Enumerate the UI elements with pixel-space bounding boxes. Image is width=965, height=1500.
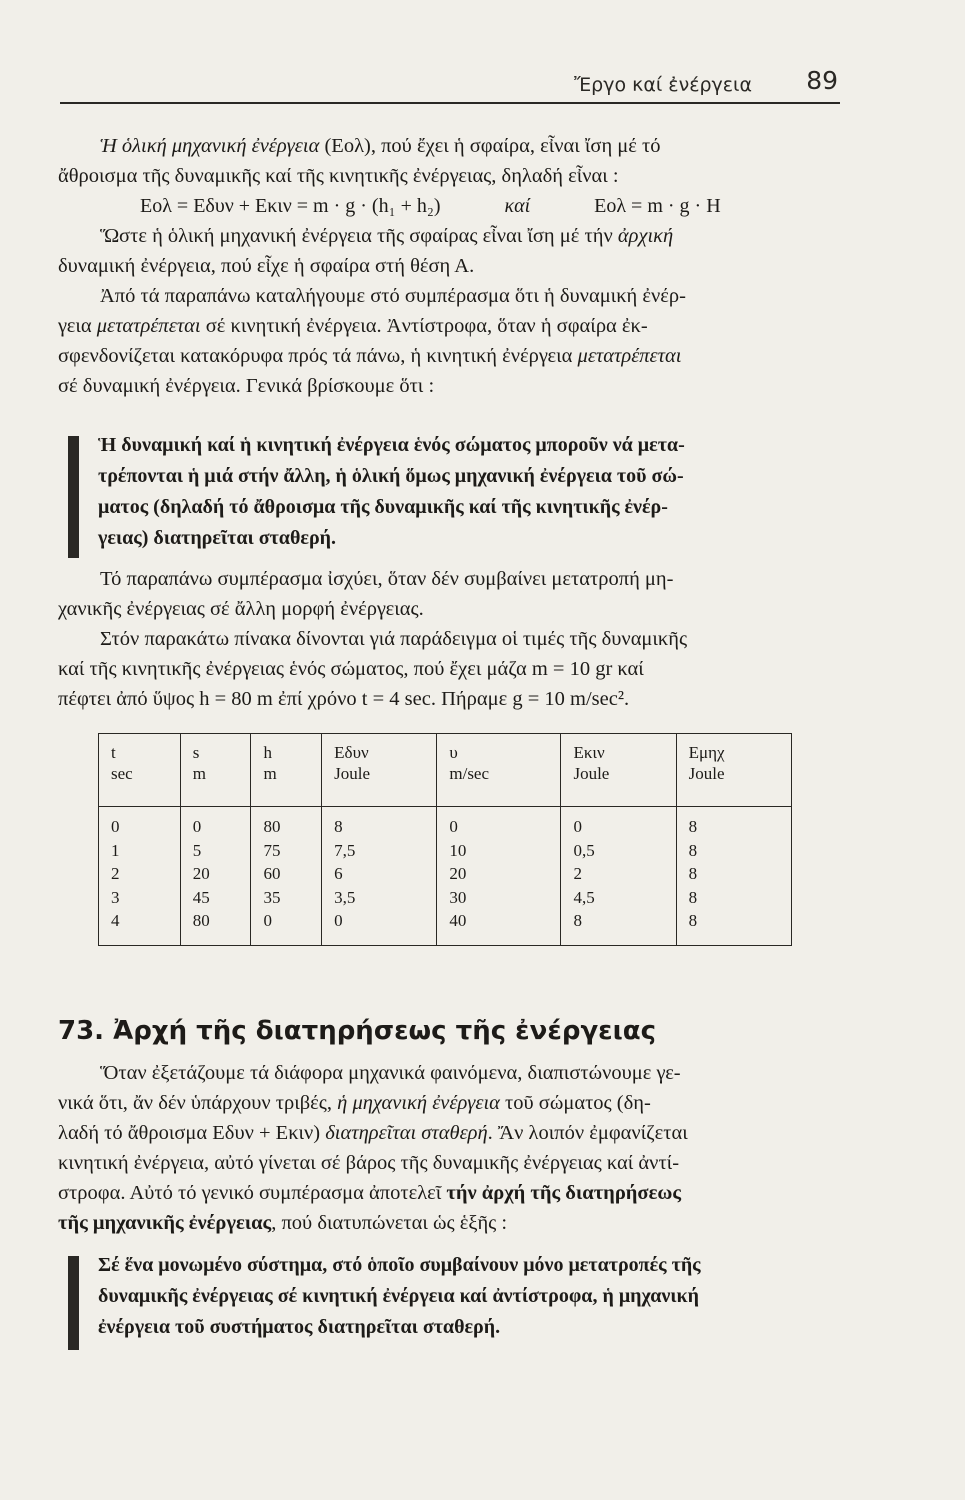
- intro-paragraph: [58, 131, 848, 401]
- page-number: 89: [806, 66, 838, 95]
- table-intro-paragraph: Τό παραπάνω συμπέρασμα ἰσχύει, ὅταν δέν συμβαίνει μετατροπή μη- χανικῆς ἐνέργειας σέ ἄλλη μορφή ἐνέργειας. Στόν παρακάτω πίνακα δίνονται γιά παράδειγμα οἱ τιμές τῆς δυναμικῆς καί τῆς κινητικῆς ἐνέργειας ἑνός σώματος, πού ἔχει μάζα m = 10 gr καί πέφτει ἀπό ὕψος h = 80 m ἐπί χρόνο t = 4 sec. Πήραμε g = 10 m/sec².: [58, 568, 688, 710]
- intro-line-7: σφενδονίζεται κατακόρυφα πρός τά πάνω, ἡ κινητική ἐνέργεια μετατρέπεται: [58, 345, 682, 367]
- conservation-statement: Σέ ἕνα μονωμένο σύστημα, στό ὁποῖο συμβαίνουν μόνο μετατροπές τῆς δυναμικῆς ἐνέργειας σέ κινητική ἐνέργεια καί ἀντίστροφα, ἡ μηχανική ἐνέργεια τοῦ συστήματος διατηρεῖται σταθερή.: [98, 1254, 701, 1338]
- kinetic-energy-values: 0 0,5 2 4,5 8: [561, 807, 676, 946]
- mechanical-energy-values: 8 8 8 8 8: [676, 807, 791, 946]
- header-distance: s m: [180, 734, 251, 807]
- intro-line-4: δυναμική ἐνέργεια, πού εἶχε ἡ σφαίρα στή θέση Α.: [58, 255, 475, 277]
- rule-statement: Ἡ δυναμική καί ἡ κινητική ἐνέργεια ἑνός σώματος μποροῦν νά μετα- τρέπονται ἡ μιά στήν ἄλλη, ἡ ὁλική ὅμως μηχανική ἐνέργεια τοῦ σώ- ματος (δηλαδή τό ἄθροισμα τῆς δυναμικῆς καί τῆς κινητικῆς ἐνέρ- γειας) διατηρεῖται σταθερή.: [98, 434, 685, 549]
- header-potential-energy: Eδυν Joule: [322, 734, 437, 807]
- header-height: h m: [251, 734, 322, 807]
- conservation-rule-box: [68, 1250, 853, 1350]
- section-heading: 73. Ἀρχή τῆς διατηρήσεως τῆς ἐνέργειας: [58, 1016, 657, 1046]
- section-paragraph: Ὅταν ἐξετάζουμε τά διάφορα μηχανικά φαινόμενα, διαπιστώνουμε γε- νικά ὅτι, ἄν δέν ὑπάρχουν τριβές, ἡ μηχανική ἐνέργεια τοῦ σώματος (δη- λαδή τό ἄθροισμα Eδυν + Eκιν) διατηρεῖται σταθερή. Ἄν λοιπόν ἐμφανίζεται κινητική ἐνέργεια, αὐτό γίνεται σέ βάρος τῆς δυναμικῆς ἐνέργειας καί ἀντί- στροφα. Αὐτό τό γενικό συμπέρασμα ἀποτελεῖ τήν ἀρχή τῆς διατηρήσεως τῆς μηχανικῆς ἐνέργειας, πού διατυπώνεται ὡς ἑξῆς :: [58, 1062, 688, 1234]
- height-values: 80 75 60 35 0: [251, 807, 322, 946]
- energy-rule-box: [68, 430, 853, 560]
- table-values-row: [99, 807, 792, 946]
- intro-line-8: σέ δυναμική ἐνέργεια. Γενικά βρίσκουμε ὅτι :: [58, 375, 435, 397]
- intro-line-2: ἄθροισμα τῆς δυναμικῆς καί τῆς κινητικῆς ἐνέργειας, δηλαδή εἶναι :: [58, 165, 619, 187]
- intro-line-6: γεια μετατρέπεται σέ κινητική ἐνέργεια. Ἀντίστροφα, ὅταν ἡ σφαίρα ἐκ-: [58, 315, 648, 337]
- intro-line-1: Ἡ ὁλική μηχανική ἐνέργεια (Eολ), πού ἔχει ἡ σφαίρα, εἶναι ἴση μέ τό: [100, 135, 661, 157]
- time-values: 0 1 2 3 4: [99, 807, 181, 946]
- energy-values-table: [98, 733, 792, 946]
- potential-energy-values: 8 7,5 6 3,5 0: [322, 807, 437, 946]
- table-header-row: [99, 734, 792, 807]
- intro-line-5: Ἀπό τά παραπάνω καταλήγουμε στό συμπέρασμα ὅτι ἡ δυναμική ἐνέρ-: [100, 285, 686, 307]
- header-mechanical-energy: Eμηχ Joule: [676, 734, 791, 807]
- term-total-energy: Ἡ ὁλική μηχανική ἐνέργεια: [100, 135, 320, 157]
- running-header: [60, 62, 840, 104]
- header-kinetic-energy: Eκιν Joule: [561, 734, 676, 807]
- header-velocity: υ m/sec: [437, 734, 561, 807]
- intro-line-3: Ὥστε ἡ ὁλική μηχανική ἐνέργεια τῆς σφαίρας εἶναι ἴση μέ τήν ἀρχική: [100, 225, 674, 247]
- distance-values: 0 5 20 45 80: [180, 807, 251, 946]
- rule-marker-bar: [68, 1256, 79, 1350]
- chapter-title: Ἔργο καί ἐνέργεια: [574, 74, 752, 96]
- energy-formula: Eολ = Eδυν + Eκιν = m · g · (h₁ + h₂) καί Eολ = m · g · H: [140, 195, 721, 217]
- header-time: t sec: [99, 734, 181, 807]
- velocity-values: 0 10 20 30 40: [437, 807, 561, 946]
- rule-marker-bar: [68, 436, 79, 558]
